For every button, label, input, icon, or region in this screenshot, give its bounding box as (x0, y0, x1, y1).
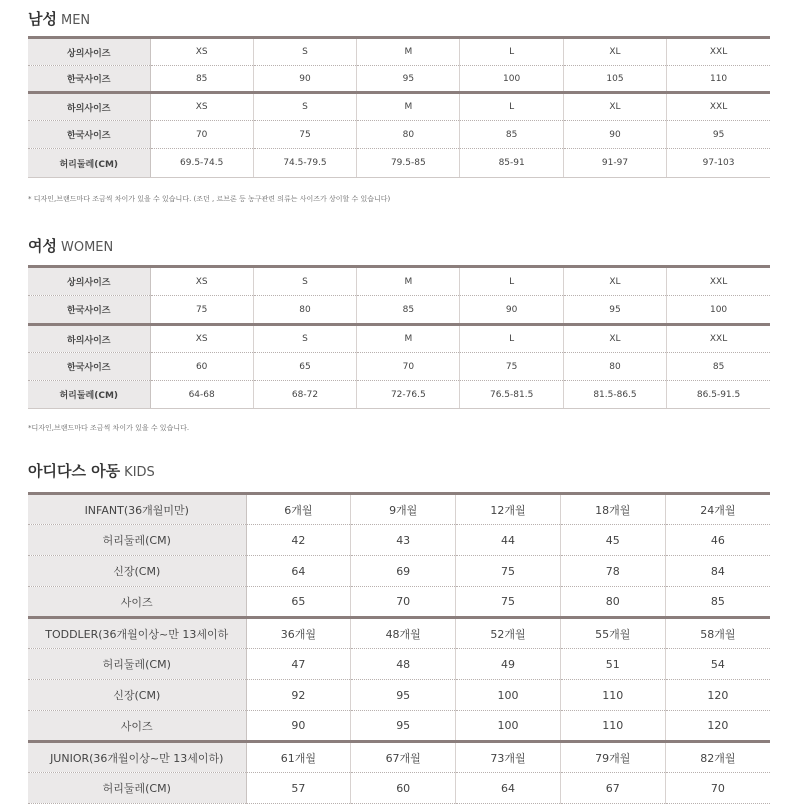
cell: XS (150, 267, 253, 296)
cell: 72-76.5 (357, 381, 460, 409)
cell: XXL (667, 93, 770, 121)
cell: 9개월 (351, 494, 456, 525)
women-section-title (28, 235, 113, 256)
women-title-en: WOMEN (60, 240, 114, 255)
cell: 12개월 (456, 494, 561, 525)
cell: 75 (460, 353, 563, 381)
cell: XXL (667, 267, 770, 296)
cell: 64 (456, 773, 561, 804)
row-label: 허리둘레(CM) (28, 381, 150, 409)
row-label: TODDLER(36개월이상~만 13세이하 (28, 618, 246, 649)
row-label: 한국사이즈 (28, 296, 150, 325)
men-top-kr-row (28, 66, 770, 93)
cell: 110 (560, 680, 665, 711)
cell: 49 (456, 649, 561, 680)
row-label: 허리둘레(CM) (28, 649, 246, 680)
cell: 70 (150, 121, 253, 149)
cell: 100 (456, 680, 561, 711)
cell: 75 (150, 296, 253, 325)
cell: L (460, 93, 563, 121)
cell: XL (563, 38, 666, 66)
cell: 79.5-85 (357, 149, 460, 178)
cell: 70 (351, 587, 456, 618)
cell: 74.5-79.5 (253, 149, 356, 178)
cell: S (253, 325, 356, 353)
cell: 58개월 (665, 618, 770, 649)
men-note: * 디자인,브랜드마다 조금씩 차이가 있을 수 있습니다. (조던 , 르브론 등 농구관련 의류는 사이즈가 상이할 수 있습니다) (28, 195, 391, 203)
women-bottom-kr-row (28, 353, 770, 381)
cell: 6개월 (246, 494, 351, 525)
cell: 105 (563, 66, 666, 93)
cell: 78 (560, 556, 665, 587)
cell: 48개월 (351, 618, 456, 649)
cell: S (253, 93, 356, 121)
cell: 85 (665, 587, 770, 618)
cell: 65 (246, 587, 351, 618)
cell: 61개월 (246, 742, 351, 773)
cell: M (357, 93, 460, 121)
row-label: 한국사이즈 (28, 121, 150, 149)
women-size-table (28, 265, 770, 409)
cell: 75 (456, 556, 561, 587)
cell: 64-68 (150, 381, 253, 409)
cell: 86.5-91.5 (667, 381, 770, 409)
row-label: 허리둘레(CM) (28, 773, 246, 804)
row-label: 하의사이즈 (28, 325, 150, 353)
cell: 100 (456, 711, 561, 742)
cell: 110 (560, 711, 665, 742)
men-size-table (28, 36, 770, 178)
cell: 85-91 (460, 149, 563, 178)
cell: 47 (246, 649, 351, 680)
cell: 69.5-74.5 (150, 149, 253, 178)
cell: 95 (563, 296, 666, 325)
kids-infant-waist-row (28, 525, 770, 556)
cell: 92 (246, 680, 351, 711)
cell: 24개월 (665, 494, 770, 525)
cell: 100 (667, 296, 770, 325)
cell: 57 (246, 773, 351, 804)
cell: 95 (667, 121, 770, 149)
cell: 43 (351, 525, 456, 556)
cell: XL (563, 325, 666, 353)
women-top-kr-row (28, 296, 770, 325)
cell: 46 (665, 525, 770, 556)
cell: XS (150, 93, 253, 121)
cell: 90 (246, 711, 351, 742)
cell: 120 (665, 680, 770, 711)
cell: L (460, 325, 563, 353)
cell: 60 (351, 773, 456, 804)
kids-toddler-height-row (28, 680, 770, 711)
cell: 95 (357, 66, 460, 93)
cell: 52개월 (456, 618, 561, 649)
kids-toddler-size-row (28, 711, 770, 742)
cell: 68-72 (253, 381, 356, 409)
kids-title-en: KIDS (124, 465, 155, 480)
cell: 85 (357, 296, 460, 325)
men-bottom-kr-row (28, 121, 770, 149)
cell: 60 (150, 353, 253, 381)
kids-junior-waist-row (28, 773, 770, 804)
row-label: 신장(CM) (28, 680, 246, 711)
cell: 100 (460, 66, 563, 93)
row-label: 사이즈 (28, 711, 246, 742)
kids-section-title (28, 460, 155, 481)
cell: XXL (667, 38, 770, 66)
women-title-ko: 여성 (28, 237, 57, 255)
cell: 54 (665, 649, 770, 680)
cell: 80 (253, 296, 356, 325)
cell: XL (563, 267, 666, 296)
cell: S (253, 38, 356, 66)
row-label: 허리둘레(CM) (28, 149, 150, 178)
cell: 75 (253, 121, 356, 149)
cell: 18개월 (560, 494, 665, 525)
women-waist-row (28, 381, 770, 409)
cell: 81.5-86.5 (563, 381, 666, 409)
row-label: JUNIOR(36개월이상~만 13세이하) (28, 742, 246, 773)
cell: 79개월 (560, 742, 665, 773)
cell: 75 (456, 587, 561, 618)
cell: 64 (246, 556, 351, 587)
cell: L (460, 38, 563, 66)
cell: 45 (560, 525, 665, 556)
kids-infant-age-row (28, 494, 770, 525)
row-label: 상의사이즈 (28, 267, 150, 296)
cell: 97-103 (667, 149, 770, 178)
row-label: INFANT(36개월미만) (28, 494, 246, 525)
cell: 90 (253, 66, 356, 93)
cell: 36개월 (246, 618, 351, 649)
row-label: 신장(CM) (28, 556, 246, 587)
kids-toddler-age-row (28, 618, 770, 649)
cell: M (357, 38, 460, 66)
men-title-en: MEN (60, 13, 91, 28)
cell: 69 (351, 556, 456, 587)
cell: 80 (357, 121, 460, 149)
cell: 70 (665, 773, 770, 804)
men-bottom-size-row (28, 93, 770, 121)
cell: XXL (667, 325, 770, 353)
cell: 91-97 (563, 149, 666, 178)
kids-title-ko: 아디다스 아동 (28, 462, 121, 480)
row-label: 허리둘레(CM) (28, 525, 246, 556)
kids-toddler-waist-row (28, 649, 770, 680)
cell: 90 (563, 121, 666, 149)
cell: 42 (246, 525, 351, 556)
cell: 82개월 (665, 742, 770, 773)
women-top-size-row (28, 267, 770, 296)
cell: 67 (560, 773, 665, 804)
cell: L (460, 267, 563, 296)
men-top-size-row (28, 38, 770, 66)
cell: 85 (150, 66, 253, 93)
cell: 90 (460, 296, 563, 325)
cell: 84 (665, 556, 770, 587)
cell: 44 (456, 525, 561, 556)
cell: XS (150, 325, 253, 353)
cell: M (357, 325, 460, 353)
cell: 110 (667, 66, 770, 93)
cell: 65 (253, 353, 356, 381)
row-label: 한국사이즈 (28, 353, 150, 381)
cell: 95 (351, 680, 456, 711)
row-label: 한국사이즈 (28, 66, 150, 93)
men-waist-row (28, 149, 770, 178)
cell: M (357, 267, 460, 296)
cell: 120 (665, 711, 770, 742)
cell: 70 (357, 353, 460, 381)
cell: S (253, 267, 356, 296)
cell: 95 (351, 711, 456, 742)
row-label: 사이즈 (28, 587, 246, 618)
kids-infant-size-row (28, 587, 770, 618)
cell: 85 (460, 121, 563, 149)
cell: 80 (563, 353, 666, 381)
kids-junior-age-row (28, 742, 770, 773)
cell: 73개월 (456, 742, 561, 773)
row-label: 하의사이즈 (28, 93, 150, 121)
cell: 85 (667, 353, 770, 381)
cell: 51 (560, 649, 665, 680)
cell: 48 (351, 649, 456, 680)
cell: XL (563, 93, 666, 121)
kids-size-table (28, 492, 770, 804)
row-label: 상의사이즈 (28, 38, 150, 66)
women-bottom-size-row (28, 325, 770, 353)
kids-infant-height-row (28, 556, 770, 587)
men-title-ko: 남성 (28, 10, 57, 28)
women-note: *디자인,브랜드마다 조금씩 차이가 있을 수 있습니다. (28, 424, 190, 432)
cell: 80 (560, 587, 665, 618)
cell: 55개월 (560, 618, 665, 649)
cell: XS (150, 38, 253, 66)
men-section-title (28, 8, 90, 29)
cell: 67개월 (351, 742, 456, 773)
cell: 76.5-81.5 (460, 381, 563, 409)
